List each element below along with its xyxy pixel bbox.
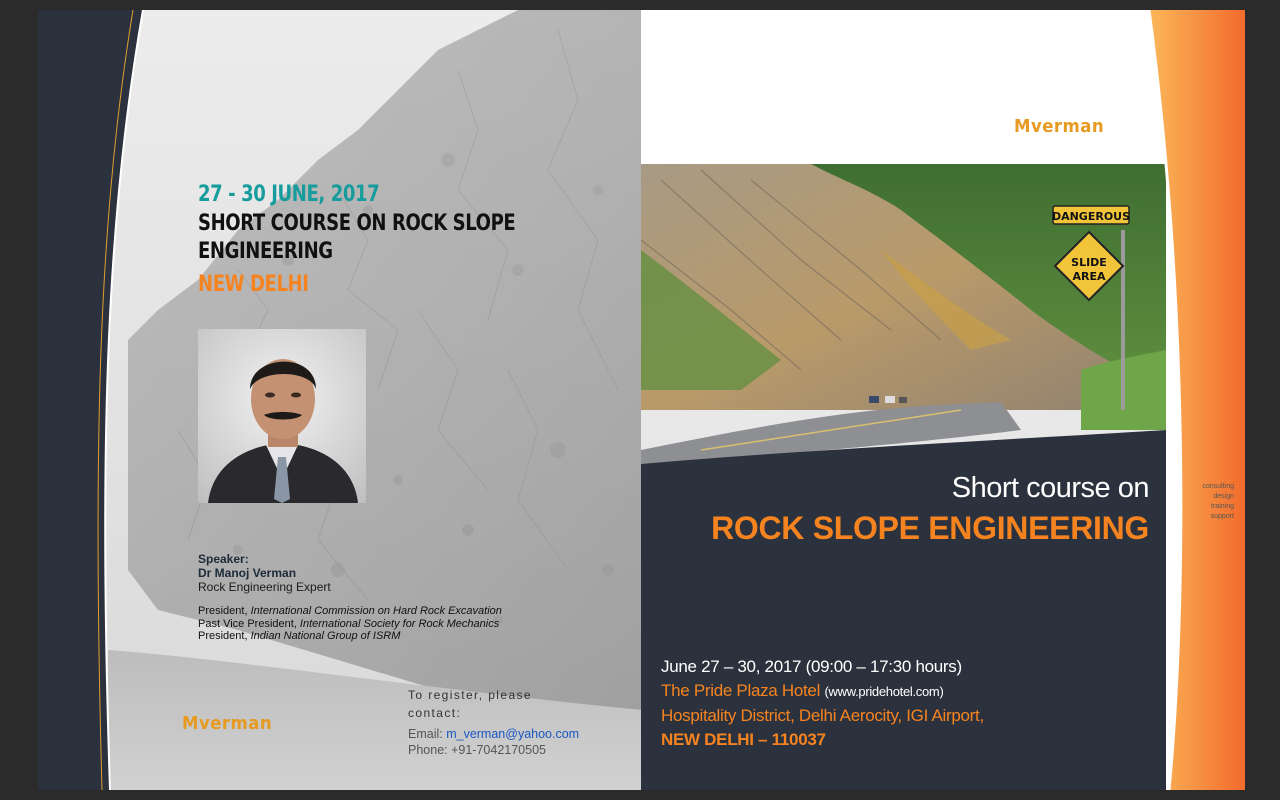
role-item: President, Indian National Group of ISRM bbox=[198, 630, 401, 642]
event-dates: June 27 – 30, 2017 (09:00 – 17:30 hours) bbox=[661, 657, 962, 676]
course-city: NEW DELHI bbox=[198, 272, 309, 297]
speaker-info bbox=[198, 552, 331, 594]
phone-number: Phone: +91-7042170505 bbox=[408, 743, 546, 757]
role-item: President, International Commission on Hard Rock Excavation bbox=[198, 605, 502, 617]
sign-top: DANGEROUS bbox=[1051, 210, 1131, 223]
speaker-photo bbox=[198, 329, 366, 503]
event-address: Hospitality District, Delhi Aerocity, IGI Airport, bbox=[661, 706, 984, 725]
course-main-title: ROCK SLOPE ENGINEERING bbox=[711, 510, 1149, 546]
mverman-logo: Mverman bbox=[182, 713, 273, 734]
register-note: To register, please contact: bbox=[408, 688, 532, 720]
event-city-pin: NEW DELHI – 110037 bbox=[661, 730, 826, 749]
landslide-photo bbox=[641, 164, 1166, 464]
left-panel bbox=[38, 10, 641, 790]
email-link[interactable]: m_verman@yahoo.com bbox=[446, 727, 580, 741]
event-details bbox=[661, 655, 984, 752]
speaker-heading: Speaker: bbox=[198, 552, 249, 566]
sign-line2: AREA bbox=[1072, 270, 1106, 283]
contact-details: Email: m_verman@yahoo.com Phone: +91-7042170505 bbox=[408, 727, 580, 757]
tagline: consulting design training support bbox=[1202, 483, 1234, 520]
course-subtitle: Short course on bbox=[951, 472, 1149, 504]
course-title bbox=[198, 210, 515, 266]
right-panel bbox=[641, 10, 1245, 790]
brochure-page bbox=[38, 10, 1245, 790]
sign-line1: SLIDE bbox=[1071, 256, 1107, 269]
speaker-name: Dr Manoj Verman bbox=[198, 566, 297, 580]
course-date: 27 - 30 JUNE, 2017 bbox=[198, 182, 380, 207]
role-item: Past Vice President, International Society for Rock Mechanics bbox=[198, 617, 500, 630]
speaker-portrait bbox=[198, 329, 366, 503]
course-title-line1: SHORT COURSE ON ROCK SLOPE bbox=[198, 211, 516, 236]
course-title-line2: ENGINEERING bbox=[198, 239, 333, 264]
mverman-logo: Mverman bbox=[1014, 116, 1105, 137]
speaker-roles bbox=[198, 605, 502, 643]
hotel-url[interactable]: (www.pridehotel.com) bbox=[824, 684, 944, 699]
speaker-title: Rock Engineering Expert bbox=[198, 580, 331, 594]
hotel-name: The Pride Plaza Hotel bbox=[661, 681, 821, 700]
